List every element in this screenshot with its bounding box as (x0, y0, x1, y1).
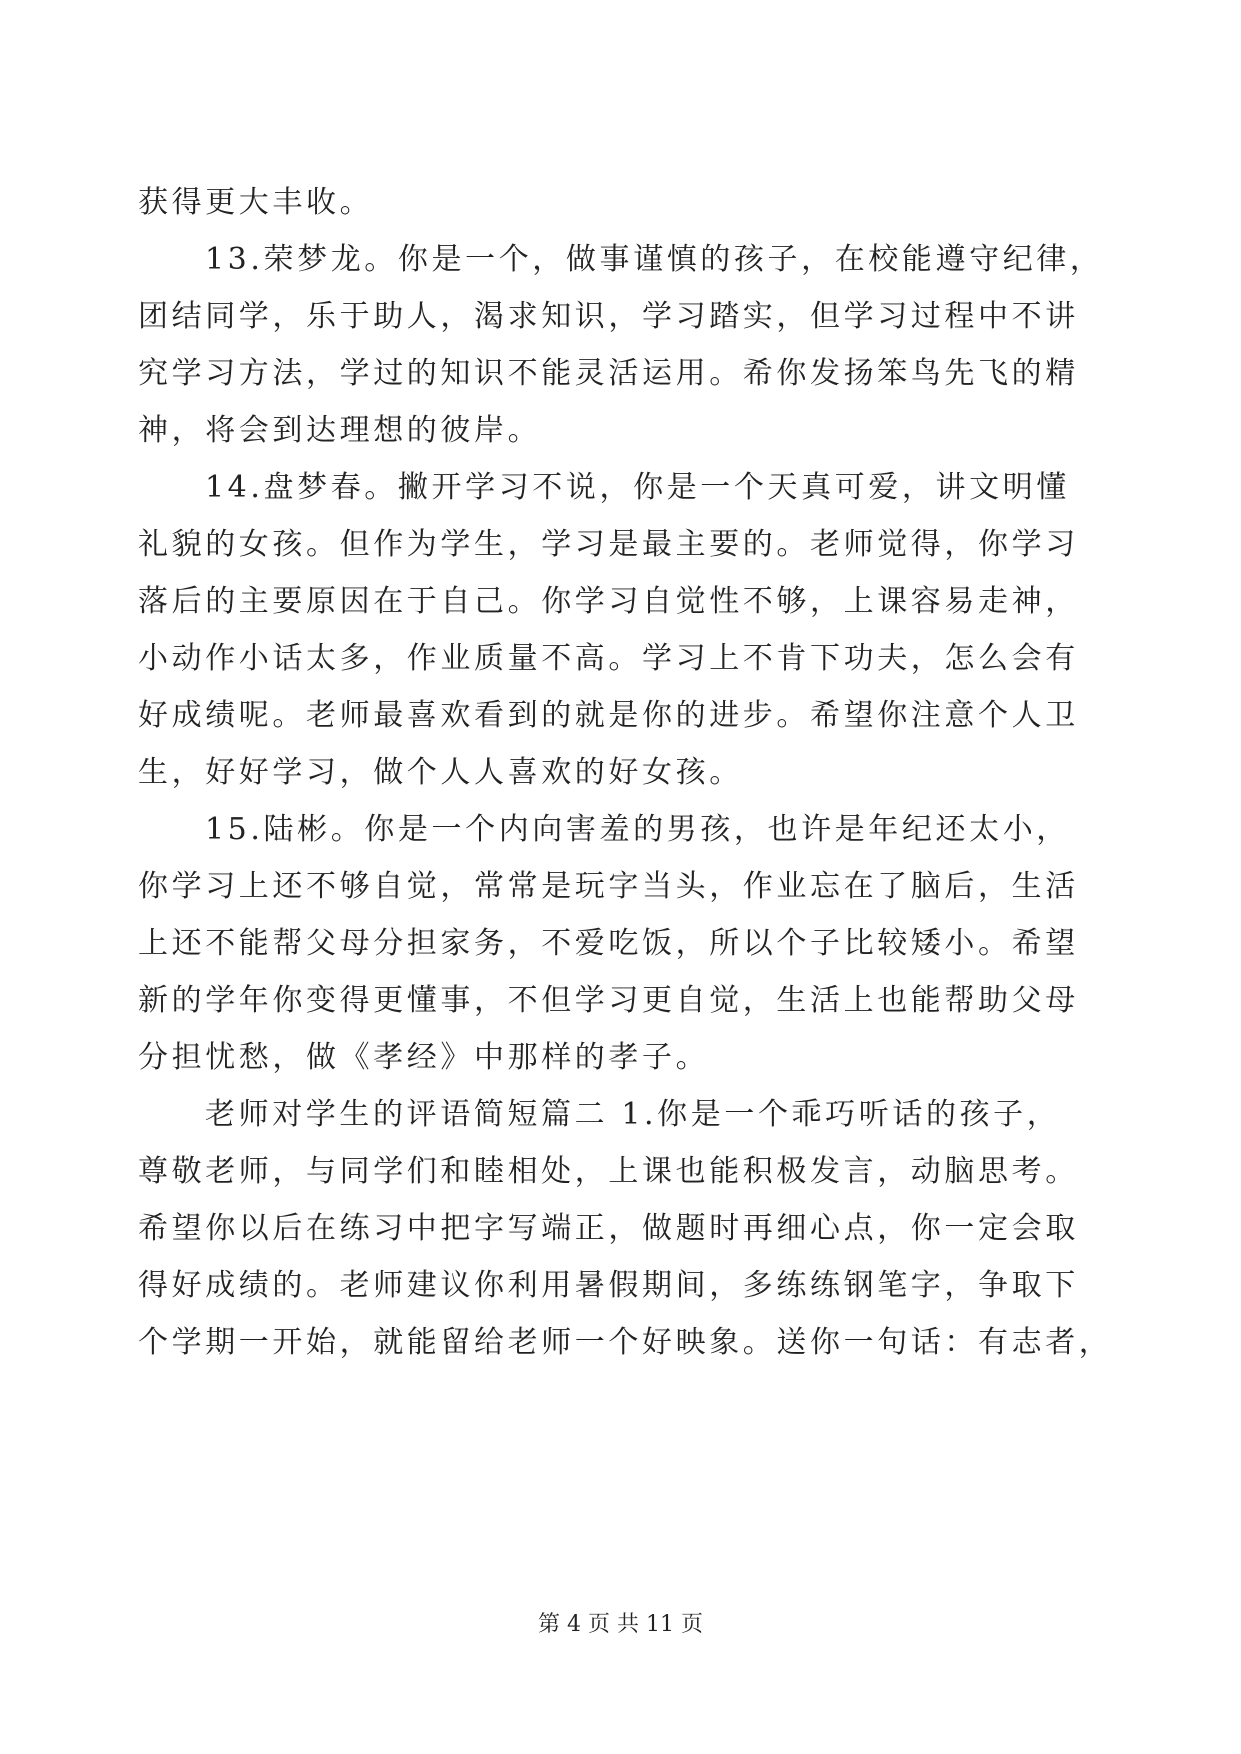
text-line: 礼貌的女孩。但作为学生，学习是最主要的。老师觉得，你学习 (138, 527, 1079, 562)
text-line: 15.陆彬。你是一个内向害羞的男孩，也许是年纪还太小， (205, 812, 1070, 847)
text-line: 究学习方法，学过的知识不能灵活运用。希你发扬笨鸟先飞的精 (138, 356, 1079, 391)
text-line: 得好成绩的。老师建议你利用暑假期间，多练练钢笔字，争取下 (138, 1268, 1079, 1303)
text-line: 老师对学生的评语简短篇二 1.你是一个乖巧听话的孩子， (205, 1097, 1061, 1132)
text-line: 生，好好学习，做个人人喜欢的好女孩。 (138, 755, 743, 790)
text-line: 落后的主要原因在于自己。你学习自觉性不够，上课容易走神， (138, 584, 1079, 619)
text-line: 个学期一开始，就能留给老师一个好映象。送你一句话：有志者， (138, 1325, 1113, 1360)
text-line: 尊敬老师，与同学们和睦相处，上课也能积极发言，动脑思考。 (138, 1154, 1079, 1189)
text-line: 新的学年你变得更懂事，不但学习更自觉，生活上也能帮助父母 (138, 983, 1079, 1018)
text-line: 团结同学，乐于助人，渴求知识，学习踏实，但学习过程中不讲 (138, 299, 1079, 334)
text-line: 你学习上还不够自觉，常常是玩字当头，作业忘在了脑后，生活 (138, 869, 1079, 904)
page-footer: 第 4 页 共 11 页 (538, 1612, 703, 1637)
text-line: 14.盘梦春。撇开学习不说，你是一个天真可爱，讲文明懂 (205, 470, 1070, 505)
text-line: 上还不能帮父母分担家务，不爱吃饭，所以个子比较矮小。希望 (138, 926, 1079, 961)
text-line: 神，将会到达理想的彼岸。 (138, 413, 542, 448)
text-line: 分担忧愁，做《孝经》中那样的孝子。 (138, 1040, 710, 1075)
text-line: 希望你以后在练习中把字写端正，做题时再细心点，你一定会取 (138, 1211, 1079, 1246)
text-line: 获得更大丰收。 (138, 185, 374, 220)
text-line: 小动作小话太多，作业质量不高。学习上不肯下功夫，怎么会有 (138, 641, 1079, 676)
text-line: 好成绩呢。老师最喜欢看到的就是你的进步。希望你注意个人卫 (138, 698, 1079, 733)
text-line: 13.荣梦龙。你是一个，做事谨慎的孩子，在校能遵守纪律， (205, 242, 1104, 277)
